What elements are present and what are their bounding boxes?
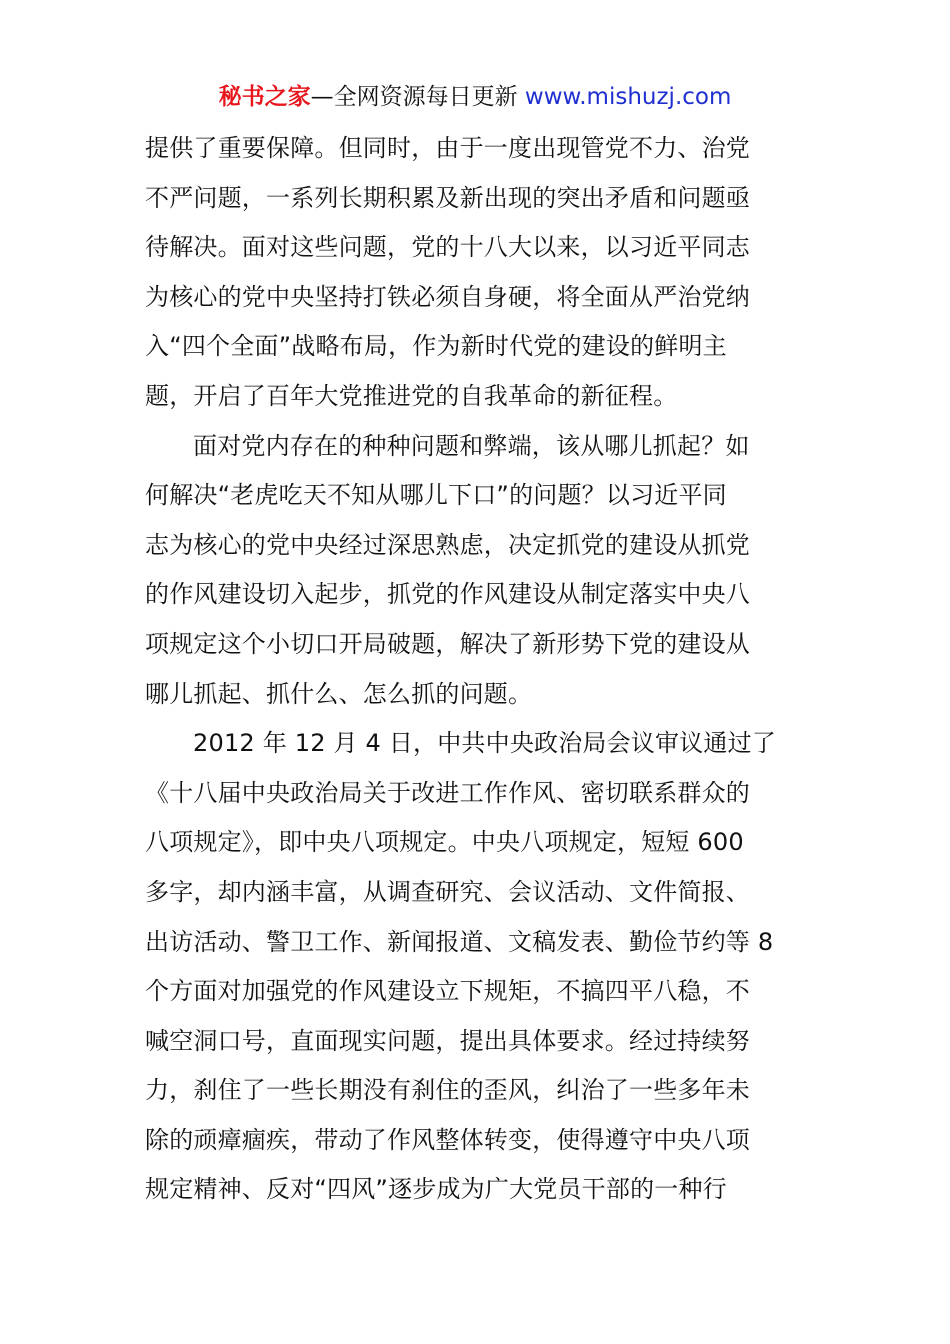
header-tagline: —全网资源每日更新: [310, 84, 525, 110]
website-link[interactable]: www.mishuzj.com: [524, 84, 732, 110]
text-line: 个方面对加强党的作风建设立下规矩，不搞四平八稳，不: [145, 977, 750, 1006]
text-line: 的作风建设切入起步，抓党的作风建设从制定落实中央八: [145, 580, 750, 609]
text-line: 哪儿抓起、抓什么、怎么抓的问题。: [145, 679, 533, 708]
text-line: 力，刹住了一些长期没有刹住的歪风，纠治了一些多年未: [145, 1076, 750, 1105]
text-line: 为核心的党中央坚持打铁必须自身硬，将全面从严治党纳: [145, 282, 750, 311]
brand-name: 秘书之家: [218, 84, 311, 110]
text-line: 何解决“老虎吃天不知从哪儿下口”的问题？以习近平同: [145, 481, 727, 510]
text-line: 待解决。面对这些问题，党的十八大以来，以习近平同志: [145, 233, 750, 262]
text-line: 《十八届中央政治局关于改进工作作风、密切联系群众的: [145, 778, 750, 807]
document-body: [145, 124, 815, 1215]
text-line: 喊空洞口号，直面现实问题，提出具体要求。经过持续努: [145, 1026, 750, 1055]
paragraph-start-line: 面对党内存在的种种问题和弊端，该从哪儿抓起？如: [193, 431, 750, 460]
paragraph-start-line: 2012 年 12 月 4 日，中共中央政治局会议审议通过了: [193, 729, 777, 758]
text-line: 不严问题，一系列长期积累及新出现的突出矛盾和问题亟: [145, 183, 750, 212]
text-line: 多字，却内涵丰富，从调查研究、会议活动、文件简报、: [145, 877, 750, 906]
page-header: [0, 80, 950, 114]
text-line: 项规定这个小切口开局破题，解决了新形势下党的建设从: [145, 629, 750, 658]
text-line: 八项规定》，即中央八项规定。中央八项规定，短短 600: [145, 828, 744, 857]
text-line: 入“四个全面”战略布局，作为新时代党的建设的鲜明主: [145, 332, 727, 361]
text-line: 题，开启了百年大党推进党的自我革命的新征程。: [145, 381, 678, 410]
text-line: 除的顽瘴痼疾，带动了作风整体转变，使得遵守中央八项: [145, 1125, 750, 1154]
text-line: 规定精神、反对“四风”逐步成为广大党员干部的一种行: [145, 1175, 727, 1204]
text-line: 志为核心的党中央经过深思熟虑，决定抓党的建设从抓党: [145, 530, 750, 559]
text-line: 出访活动、警卫工作、新闻报道、文稿发表、勤俭节约等 8: [145, 927, 774, 956]
text-line: 提供了重要保障。但同时，由于一度出现管党不力、治党: [145, 134, 750, 162]
